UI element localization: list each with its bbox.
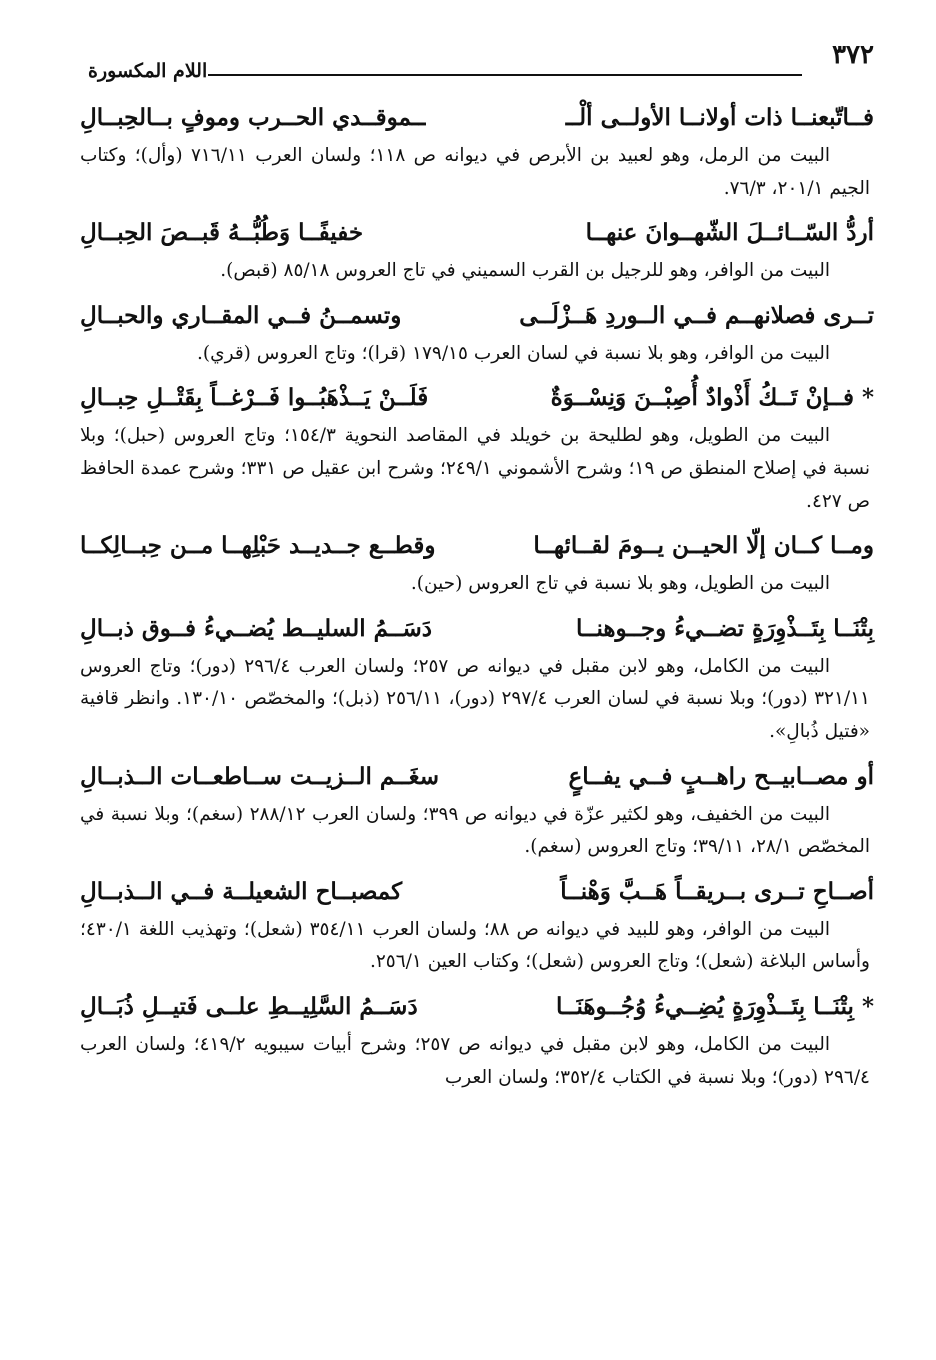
source-note: البيت من الرمل، وهو لعبيد بن الأبرص في ديوانه ص ١١٨؛ ولسان العرب ٧١٦/١١ (وأل)؛ وكتاب الجيم ٢٠١/١، ٧٦/٣. [80, 145, 870, 199]
poem-entry [80, 294, 874, 371]
verse-second-hemistich: دَسَــمُ السليــط يُضــيءُ فــوق ذبــالِ [80, 614, 432, 642]
source-note: البيت من الخفيف، وهو لكثير عزّة في ديوانه ص ٣٩٩؛ ولسان العرب ٢٨٨/١٢ (سغم)؛ وبلا نسبة في المخصّص ٢٨/١، ٣٩/١١؛ وتاج العروس (سغم). [80, 803, 870, 858]
poem-entry [80, 524, 874, 601]
source-note: البيت من الوافر، وهو بلا نسبة في لسان العرب ١٧٩/١٥ (قرا)؛ وتاج العروس (قري). [197, 342, 830, 364]
verse-line [80, 985, 874, 1029]
verse-first-hemistich: * بِتْنَــا بِتَــذْوِرَةٍ يُضِــيءُ وُجُــوهَنَــا [555, 992, 874, 1020]
page-header [88, 38, 874, 86]
poem-entry [80, 870, 874, 979]
source-note: البيت من الطويل، وهو لطليحة بن خويلد في المقاصد النحوية ١٥٤/٣؛ وتاج العروس (حبل)؛ وبلا نسبة في إصلاح المنطق ص ١٩؛ وشرح الأشموني ٢٤٩/١؛ وشرح ابن عقيل ص ٣٣١؛ وشرح عمدة الحافظ ص ٤٢٧. [80, 425, 870, 512]
poem-entry [80, 607, 874, 749]
verse-second-hemistich: فَلَــنْ يَــذْهَبُــوا فَــرْغــاً بِقَتْــلِ حِبــالِ [80, 384, 429, 412]
header-rule [208, 74, 802, 76]
source-note: البيت من الوافر، وهو للرجيل بن القرب السميني في تاج العروس ٨٥/١٨ (قبص). [220, 260, 830, 282]
page-content [80, 96, 874, 1100]
verse-line [80, 211, 874, 255]
verse-line [80, 96, 874, 140]
verse-second-hemistich: دَسَــمُ السَّلِيــطِ علــى فَتيــلِ ذُبَــالِ [80, 992, 418, 1020]
verse-second-hemistich: وتسمــنُ فــي المقــاري والحبــالِ [80, 301, 402, 329]
verse-first-hemistich: * فــإنْ تَــكُ أَذْوادٌ أُصِبْــنَ وَنِسْــوَةٌ [550, 384, 874, 412]
verse-first-hemistich: فــاتّبعنــا ذات أولانــا الأولــى ألْــ [565, 104, 874, 131]
source-note: البيت من الكامل، وهو لابن مقبل في ديوانه ص ٢٥٧؛ وشرح أبيات سيبويه ٤١٩/٢؛ ولسان العرب ٢٩٦/٤ (دور)؛ وبلا نسبة في الكتاب ٣٥٢/٤؛ ولسان العرب [80, 1033, 870, 1088]
verse-first-hemistich: أصــاحِ تــرى بــريقــاً هَــبَّ وَهْنــاً [560, 877, 874, 905]
verse-second-hemistich: كمصبــاح الشعيلــة فــي الــذبــالِ [80, 877, 403, 905]
verse-first-hemistich: تــرى فصلانهــم فــي الــوردِ هَــزْلَــى [519, 301, 874, 329]
source-note: البيت من الطويل، وهو بلا نسبة في تاج العروس (حين). [410, 573, 830, 595]
poem-entry [80, 985, 874, 1094]
source-note: البيت من الوافر، وهو للبيد في ديوانه ص ٨٨؛ ولسان العرب ٣٥٤/١١ (شعل)؛ وتهذيب اللغة ٤٣٠/١؛ وأساس البلاغة (شعل)؛ وتاج العروس (شعل)؛ وكتاب العين ٢٥٦/١. [80, 918, 870, 973]
poem-entry [80, 211, 874, 288]
running-title: اللام المكسورة [88, 60, 208, 82]
verse-first-hemistich: أو مصــابيــح راهــبٍ فــي يفــاعٍ [568, 762, 874, 790]
verse-second-hemistich: وقطــع جــديــد حَبْلِهــا مــن حِبــالِكــا [80, 532, 436, 560]
poem-entry [80, 755, 874, 864]
verse-first-hemistich: أردُّ السّــائــلَ الشّهــوانَ عنهــا [585, 219, 874, 247]
verse-second-hemistich: سغَــم الــزيــت ســاطعــات الــذبــالِ [80, 762, 440, 790]
verse-second-hemistich: ــموقــدي الحــرب وموفٍ بــالحِبــالِ [80, 104, 426, 131]
verse-line [80, 294, 874, 338]
verse-line [80, 376, 874, 420]
verse-second-hemistich: خفيفًــا وَطُبُّــهُ قَبــصَ الحِبــالِ [80, 219, 364, 247]
poem-entry [80, 96, 874, 205]
verse-first-hemistich: ومــا كــان إلّا الحيــن يــومَ لقــائهــا [533, 532, 874, 560]
verse-line [80, 524, 874, 568]
poem-entry [80, 376, 874, 518]
page-number: ٣٧٢ [832, 40, 874, 70]
verse-line [80, 870, 874, 914]
verse-line [80, 755, 874, 799]
verse-line [80, 607, 874, 651]
source-note: البيت من الكامل، وهو لابن مقبل في ديوانه ص ٢٥٧؛ ولسان العرب ٢٩٦/٤ (دور)؛ وتاج العروس ٣٢١/١١ (دور)؛ وبلا نسبة في لسان العرب ٢٩٧/٤ (دور)، ٢٥٦/١١ (ذبل)؛ والمخصّص ١٣٠/١٠. وانظر قافية «فتيل ذُبالِ». [80, 655, 870, 742]
verse-first-hemistich: بِتْنَــا بِتَــذْوِرَةٍ تضــيءُ وجــوهنــا [576, 614, 874, 642]
